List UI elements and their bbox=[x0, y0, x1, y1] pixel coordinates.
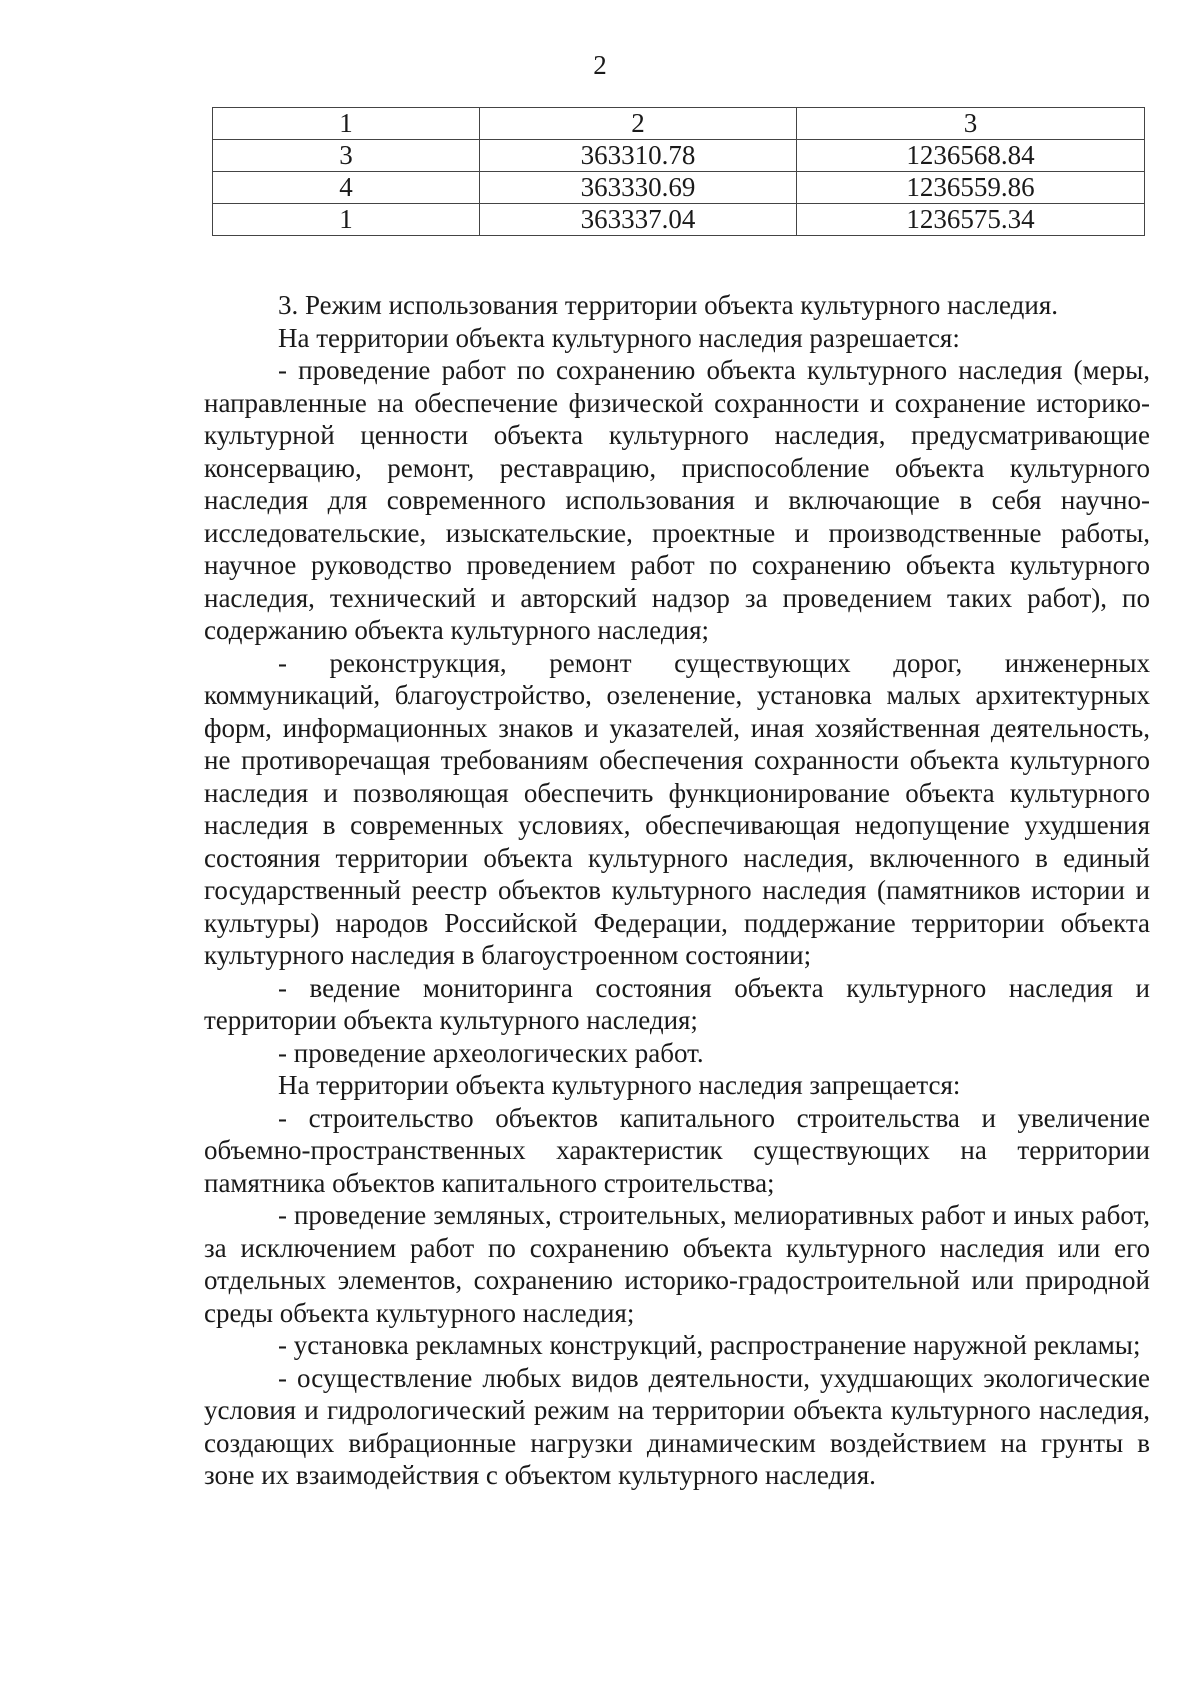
x-coordinate-cell: 363310.78 bbox=[480, 140, 797, 172]
list-item: - проведение земляных, строительных, мелиоративных работ и иных работ, за исключением работ по сохранению объекта культурного наследия или его отдельных элементов, сохранению историко-градостроительной или природной среды объекта культурного наследия; bbox=[204, 1200, 1150, 1328]
table-row bbox=[213, 172, 1145, 204]
list-item: - установка рекламных конструкций, распространение наружной рекламы; bbox=[278, 1330, 1141, 1360]
point-number-cell: 4 bbox=[213, 172, 480, 204]
list-item: - осуществление любых видов деятельности, ухудшающих экологические условия и гидрологический режим на территории объекта культурного наследия, создающих вибрационные нагрузки динамическим воздействием на грунты в зоне их взаимодействия с объектом культурного наследия. bbox=[204, 1362, 1150, 1490]
y-coordinate-cell: 1236568.84 bbox=[797, 140, 1145, 172]
table-header-cell: 2 bbox=[480, 108, 797, 140]
document-body bbox=[204, 289, 1150, 1492]
table-header-cell: 1 bbox=[213, 108, 480, 140]
section-heading: 3. Режим использования территории объекта культурного наследия. bbox=[278, 290, 1059, 320]
table-header-cell: 3 bbox=[797, 108, 1145, 140]
list-item: - проведение археологических работ. bbox=[278, 1037, 704, 1068]
list-item: - строительство объектов капитального строительства и увеличение объемно-пространственных характеристик существующих на территории памятника объектов капитального строительства; bbox=[204, 1102, 1150, 1198]
list-item: - ведение мониторинга состояния объекта культурного наследия и территории объекта культурного наследия; bbox=[204, 972, 1150, 1035]
point-number-cell: 3 bbox=[213, 140, 480, 172]
table-row bbox=[213, 140, 1145, 172]
y-coordinate-cell: 1236575.34 bbox=[797, 204, 1145, 236]
table-row bbox=[213, 204, 1145, 236]
list-item: - реконструкция, ремонт существующих дорог, инженерных коммуникаций, благоустройство, озеленение, установка малых архитектурных форм, информационных знаков и указателей, иная хозяйственная деятельность, не противоречащая требованиям обеспечения сохранности объекта культурного наследия и позволяющая обеспечить функционирование объекта культурного наследия в современных условиях, обеспечивающая недопущение ухудшения состояния территории объекта культурного наследия, включенного в единый государственный реестр объектов культурного наследия (памятников истории и культуры) народов Российской Федерации, поддержание территории объекта культурного наследия в благоустроенном состоянии; bbox=[204, 647, 1150, 970]
page-number: 2 bbox=[593, 50, 607, 80]
paragraph: На территории объекта культурного наследия разрешается: bbox=[278, 322, 960, 353]
x-coordinate-cell: 363330.69 bbox=[480, 172, 797, 204]
point-number-cell: 1 bbox=[213, 204, 480, 236]
table-header-row bbox=[213, 108, 1145, 140]
x-coordinate-cell: 363337.04 bbox=[480, 204, 797, 236]
paragraph: На территории объекта культурного наследия запрещается: bbox=[278, 1070, 961, 1100]
y-coordinate-cell: 1236559.86 bbox=[797, 172, 1145, 204]
coordinates-table bbox=[212, 107, 1145, 236]
list-item: - проведение работ по сохранению объекта культурного наследия (меры, направленные на обеспечение физической сохранности и сохранение историко-культурной ценности объекта культурного наследия, предусматривающие консервацию, ремонт, реставрацию, приспособление объекта культурного наследия для современного использования и включающие в себя научно-исследовательские, изыскательские, проектные и производственные работы, научное руководство проведением работ по сохранению объекта культурного наследия, технический и авторский надзор за проведением таких работ), по содержанию объекта культурного наследия; bbox=[204, 355, 1150, 645]
